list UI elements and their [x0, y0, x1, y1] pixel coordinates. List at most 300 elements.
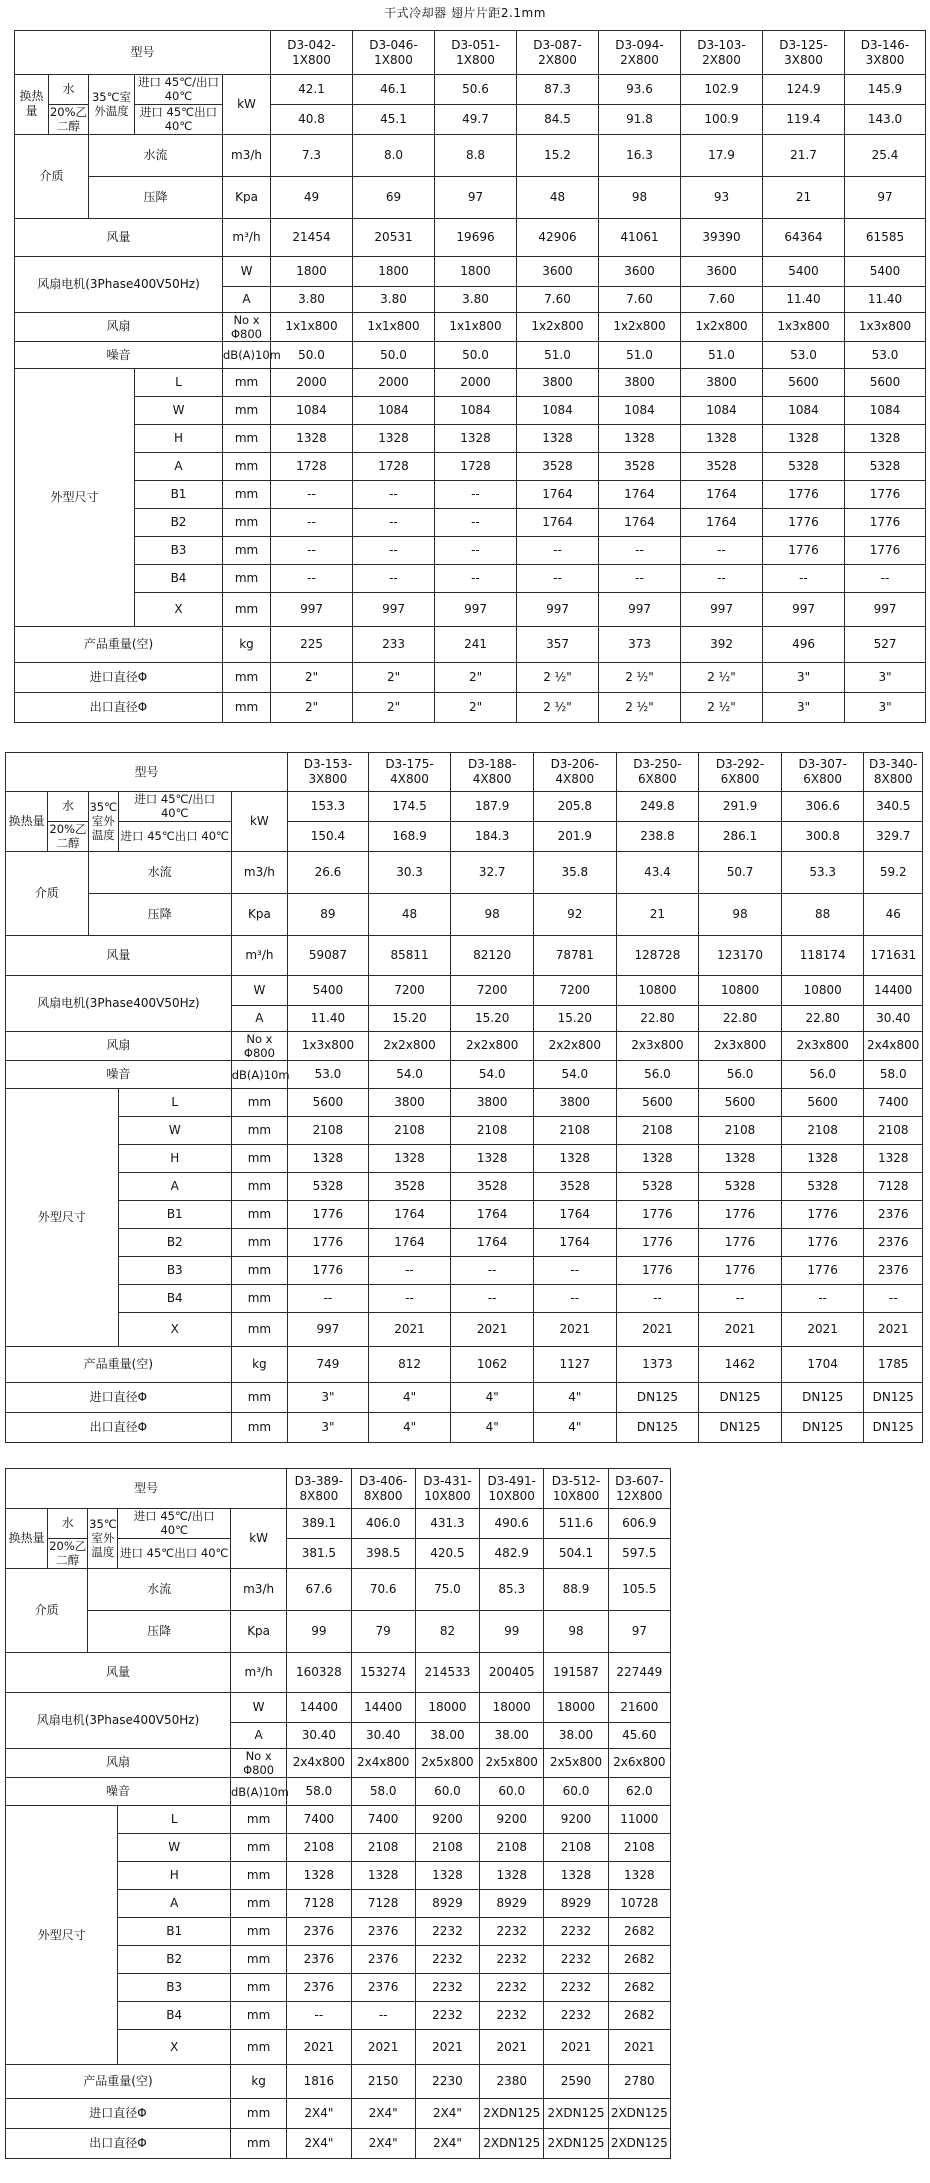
dimension-value: 2682: [608, 2002, 670, 2030]
dimension-value: 8929: [544, 1890, 608, 1918]
inlet-diameter-value: 2X4": [415, 2099, 479, 2129]
water-flow-value: 35.8: [533, 851, 616, 893]
pressure-drop-unit: Kpa: [231, 893, 287, 935]
noise-value: 56.0: [781, 1061, 864, 1089]
dimension-value: 2108: [699, 1117, 782, 1145]
inlet-diameter-value: 3": [763, 663, 845, 693]
dimension-value: 5328: [288, 1173, 369, 1201]
dimension-value: 2376: [351, 1918, 415, 1946]
airflow-value: 42906: [517, 218, 599, 256]
dimension-value: 5328: [781, 1173, 864, 1201]
outlet-unit: mm: [231, 1413, 287, 1443]
dimension-value: 1764: [681, 509, 763, 537]
capacity-glycol-value: 329.7: [864, 821, 923, 851]
fan-config-value: 1x2x800: [517, 312, 599, 342]
airflow-value: 41061: [599, 218, 681, 256]
dimension-value: 7128: [287, 1890, 351, 1918]
dimensions-label: 外型尺寸: [15, 369, 135, 627]
dimension-value: 1728: [271, 453, 353, 481]
dimension-value: 1776: [781, 1201, 864, 1229]
capacity-glycol-value: 286.1: [699, 821, 782, 851]
dimension-unit: mm: [230, 1890, 286, 1918]
motor-power-value: 5400: [763, 256, 845, 286]
cond-glycol-label: 进口 45℃出口 40℃: [135, 104, 223, 134]
capacity-glycol-value: 100.9: [681, 104, 763, 134]
dimension-value: 1328: [544, 1862, 608, 1890]
dimension-value: 3528: [599, 453, 681, 481]
pressure-drop-unit: Kpa: [223, 176, 271, 218]
motor-power-value: 10800: [781, 975, 864, 1005]
dimension-value: 9200: [415, 1806, 479, 1834]
motor-current-value: 30.40: [864, 1005, 923, 1031]
capacity-water-value: 93.6: [599, 75, 681, 105]
dimension-value: 3528: [517, 453, 599, 481]
dimension-value: 2682: [608, 1974, 670, 2002]
glycol-label: 20%乙二醇: [49, 821, 87, 851]
outlet-diameter-value: 2 ½": [517, 693, 599, 723]
motor-w-unit: W: [230, 1692, 286, 1722]
pressure-drop-value: 99: [287, 1610, 351, 1652]
noise-value: 50.0: [271, 342, 353, 369]
dimension-value: 1776: [699, 1201, 782, 1229]
airflow-value: 82120: [451, 935, 534, 975]
dimension-value: 1776: [699, 1229, 782, 1257]
capacity-water-value: 511.6: [544, 1509, 608, 1539]
dimension-value: 5600: [845, 369, 926, 397]
capacity-water-value: 42.1: [271, 75, 353, 105]
dimension-value: --: [368, 1285, 451, 1313]
airflow-value: 85811: [368, 935, 451, 975]
motor-power-value: 14400: [351, 1692, 415, 1722]
weight-unit: kg: [231, 1347, 287, 1383]
motor-a-unit: A: [231, 1005, 287, 1031]
airflow-value: 59087: [288, 935, 369, 975]
dimension-value: 1776: [781, 1257, 864, 1285]
airflow-value: 21454: [271, 218, 353, 256]
airflow-value: 153274: [351, 1652, 415, 1692]
dimension-value: 2232: [480, 1918, 544, 1946]
outlet-diameter-value: 3": [288, 1413, 369, 1443]
capacity-glycol-value: 398.5: [351, 1538, 415, 1568]
water-flow-value: 43.4: [616, 851, 699, 893]
dimension-name: L: [118, 1089, 231, 1117]
motor-current-value: 38.00: [544, 1722, 608, 1748]
outlet-diameter-value: DN125: [616, 1413, 699, 1443]
dimension-value: 5328: [845, 453, 926, 481]
dimension-value: 1328: [864, 1145, 923, 1173]
weight-value: 233: [353, 627, 435, 663]
outlet-diameter-value: 2 ½": [681, 693, 763, 723]
dimension-value: 1084: [353, 397, 435, 425]
dimension-value: 2108: [288, 1117, 369, 1145]
capacity-glycol-value: 381.5: [287, 1538, 351, 1568]
dimension-value: 1328: [599, 425, 681, 453]
ambient-label: 35℃室外温度: [88, 1509, 118, 1569]
motor-power-value: 3600: [517, 256, 599, 286]
dimension-value: 2021: [544, 2030, 608, 2065]
dimension-value: 3800: [599, 369, 681, 397]
weight-value: 1462: [699, 1347, 782, 1383]
fan-config-value: 2x2x800: [451, 1031, 534, 1061]
noise-value: 56.0: [616, 1061, 699, 1089]
fan-config-value: 2x5x800: [415, 1748, 479, 1778]
dimension-value: 2376: [287, 1946, 351, 1974]
dimension-value: 2108: [480, 1834, 544, 1862]
dimension-value: 2232: [544, 1974, 608, 2002]
water-label: 水: [48, 1509, 88, 1539]
fan-config-value: 2x4x800: [864, 1031, 923, 1061]
dimension-value: 1776: [763, 481, 845, 509]
dimension-value: 8929: [415, 1890, 479, 1918]
capacity-water-value: 145.9: [845, 75, 926, 105]
dimension-value: 997: [271, 593, 353, 627]
fan-unit: No x Φ800: [231, 1031, 287, 1061]
dimension-name: H: [135, 425, 223, 453]
motor-w-unit: W: [223, 256, 271, 286]
dimension-value: 1328: [699, 1145, 782, 1173]
dimension-value: 1776: [845, 509, 926, 537]
capacity-water-value: 249.8: [616, 792, 699, 822]
motor-current-value: 38.00: [480, 1722, 544, 1748]
dimension-value: --: [271, 481, 353, 509]
fan-label: 风扇: [6, 1031, 232, 1061]
noise-value: 62.0: [608, 1778, 670, 1806]
dimension-value: --: [781, 1285, 864, 1313]
dimension-value: --: [864, 1285, 923, 1313]
water-flow-value: 26.6: [288, 851, 369, 893]
motor-power-value: 5400: [845, 256, 926, 286]
dimension-value: 1328: [271, 425, 353, 453]
dimension-value: 997: [517, 593, 599, 627]
dimension-value: 1328: [533, 1145, 616, 1173]
dimension-value: 1776: [616, 1257, 699, 1285]
noise-label: 噪音: [6, 1061, 232, 1089]
fan-config-value: 2x6x800: [608, 1748, 670, 1778]
dimension-value: 1328: [480, 1862, 544, 1890]
capacity-glycol-value: 84.5: [517, 104, 599, 134]
capacity-water-value: 340.5: [864, 792, 923, 822]
outlet-unit: mm: [223, 693, 271, 723]
inlet-diameter-value: 3": [845, 663, 926, 693]
capacity-glycol-value: 150.4: [288, 821, 369, 851]
outlet-diameter-value: DN125: [864, 1413, 923, 1443]
water-flow-value: 50.7: [699, 851, 782, 893]
dimension-unit: mm: [223, 537, 271, 565]
medium-label: 介质: [6, 851, 89, 935]
dimension-value: --: [271, 537, 353, 565]
dimension-value: 1764: [517, 509, 599, 537]
inlet-diameter-value: DN125: [864, 1383, 923, 1413]
fan-config-value: 1x3x800: [845, 312, 926, 342]
fan-unit: No x Φ800: [223, 312, 271, 342]
motor-current-value: 11.40: [288, 1005, 369, 1031]
water-flow-value: 25.4: [845, 134, 926, 176]
capacity-water-value: 46.1: [353, 75, 435, 105]
weight-value: 496: [763, 627, 845, 663]
inlet-diameter-value: 4": [533, 1383, 616, 1413]
dimension-value: 1084: [681, 397, 763, 425]
motor-current-value: 15.20: [533, 1005, 616, 1031]
weight-value: 1816: [287, 2065, 351, 2099]
inlet-diameter-value: DN125: [699, 1383, 782, 1413]
dimension-value: 2108: [533, 1117, 616, 1145]
pressure-drop-unit: Kpa: [230, 1610, 286, 1652]
dimension-unit: mm: [231, 1201, 287, 1229]
dimension-value: 9200: [480, 1806, 544, 1834]
outlet-diameter-value: 2": [271, 693, 353, 723]
model-name: D3-042-1X800: [271, 31, 353, 75]
dimension-value: 2232: [415, 1918, 479, 1946]
motor-current-value: 7.60: [681, 286, 763, 312]
dimension-value: 1328: [845, 425, 926, 453]
outlet-diameter-value: 2X4": [351, 2129, 415, 2159]
water-flow-value: 8.0: [353, 134, 435, 176]
motor-current-value: 30.40: [287, 1722, 351, 1748]
dimension-unit: mm: [230, 1918, 286, 1946]
dimension-value: 2108: [864, 1117, 923, 1145]
inlet-diameter-value: 4": [451, 1383, 534, 1413]
dimension-value: 1328: [353, 425, 435, 453]
dimension-value: 2232: [415, 1946, 479, 1974]
dimension-value: 2232: [544, 2002, 608, 2030]
capacity-water-value: 102.9: [681, 75, 763, 105]
noise-value: 53.0: [845, 342, 926, 369]
spec-table-1: [14, 30, 926, 723]
dimension-value: --: [763, 565, 845, 593]
dimension-value: --: [699, 1285, 782, 1313]
dimension-name: B1: [118, 1918, 231, 1946]
weight-value: 812: [368, 1347, 451, 1383]
capacity-water-value: 306.6: [781, 792, 864, 822]
dimension-unit: mm: [230, 1834, 286, 1862]
dimension-value: --: [353, 537, 435, 565]
dimension-value: 2232: [480, 1946, 544, 1974]
dimension-unit: mm: [231, 1089, 287, 1117]
water-flow-value: 30.3: [368, 851, 451, 893]
model-name: D3-146-3X800: [845, 31, 926, 75]
dimension-unit: mm: [230, 1974, 286, 2002]
model-name: D3-094-2X800: [599, 31, 681, 75]
weight-label: 产品重量(空): [15, 627, 223, 663]
dimension-value: 1084: [763, 397, 845, 425]
outlet-diameter-value: 2": [353, 693, 435, 723]
outlet-diameter-value: 2": [435, 693, 517, 723]
dimension-value: 3800: [451, 1089, 534, 1117]
pressure-drop-value: 79: [351, 1610, 415, 1652]
inlet-diameter-value: 2": [435, 663, 517, 693]
dimension-unit: mm: [231, 1285, 287, 1313]
airflow-value: 128728: [616, 935, 699, 975]
dimension-value: 2376: [287, 1974, 351, 2002]
noise-value: 50.0: [435, 342, 517, 369]
pressure-drop-value: 97: [845, 176, 926, 218]
noise-unit: dB(A)10m: [230, 1778, 286, 1806]
pressure-drop-value: 92: [533, 893, 616, 935]
motor-current-value: 15.20: [368, 1005, 451, 1031]
pressure-drop-value: 99: [480, 1610, 544, 1652]
fan-motor-label: 风扇电机(3Phase400V50Hz): [15, 256, 223, 312]
dimension-value: 5328: [763, 453, 845, 481]
outlet-diameter-value: 3": [845, 693, 926, 723]
dimension-value: --: [351, 2002, 415, 2030]
dimension-value: --: [681, 537, 763, 565]
dimension-value: 1084: [599, 397, 681, 425]
ambient-label: 35℃室外温度: [88, 792, 118, 852]
noise-value: 51.0: [517, 342, 599, 369]
dimension-value: --: [435, 565, 517, 593]
pressure-drop-value: 93: [681, 176, 763, 218]
motor-current-value: 7.60: [517, 286, 599, 312]
inlet-diameter-value: 2XDN125: [608, 2099, 670, 2129]
dimension-value: 2021: [864, 1313, 923, 1347]
dimension-value: --: [287, 2002, 351, 2030]
motor-power-value: 7200: [533, 975, 616, 1005]
motor-power-value: 7200: [368, 975, 451, 1005]
noise-value: 51.0: [681, 342, 763, 369]
water-flow-label: 水流: [88, 1568, 231, 1610]
outlet-diameter-value: 2X4": [287, 2129, 351, 2159]
model-label: 型号: [6, 753, 288, 792]
dimension-value: 997: [681, 593, 763, 627]
dimension-value: 2682: [608, 1946, 670, 1974]
water-flow-value: 32.7: [451, 851, 534, 893]
capacity-water-value: 87.3: [517, 75, 599, 105]
model-name: D3-307-6X800: [781, 753, 864, 792]
dimension-value: 1764: [599, 481, 681, 509]
motor-power-value: 18000: [415, 1692, 479, 1722]
dimension-value: 1328: [781, 1145, 864, 1173]
dimension-value: 2021: [533, 1313, 616, 1347]
weight-label: 产品重量(空): [6, 1347, 232, 1383]
dimension-name: B3: [118, 1974, 231, 2002]
weight-value: 749: [288, 1347, 369, 1383]
pressure-drop-label: 压降: [88, 1610, 231, 1652]
fan-motor-label: 风扇电机(3Phase400V50Hz): [6, 975, 232, 1031]
weight-value: 1373: [616, 1347, 699, 1383]
dimension-value: 2232: [544, 1946, 608, 1974]
model-name: D3-250-6X800: [616, 753, 699, 792]
weight-value: 2380: [480, 2065, 544, 2099]
dimension-unit: mm: [231, 1257, 287, 1285]
dimension-value: --: [271, 565, 353, 593]
dimension-value: --: [435, 537, 517, 565]
noise-value: 60.0: [415, 1778, 479, 1806]
cond-glycol-label: 进口 45℃出口 40℃: [118, 821, 231, 851]
model-name: D3-125-3X800: [763, 31, 845, 75]
capacity-water-value: 406.0: [351, 1509, 415, 1539]
weight-value: 2590: [544, 2065, 608, 2099]
outlet-unit: mm: [230, 2129, 286, 2159]
dimension-unit: mm: [231, 1173, 287, 1201]
motor-a-unit: A: [230, 1722, 286, 1748]
airflow-value: 39390: [681, 218, 763, 256]
dimension-value: 1328: [517, 425, 599, 453]
kw-unit: kW: [230, 1509, 286, 1569]
motor-current-value: 45.60: [608, 1722, 670, 1748]
pressure-drop-value: 82: [415, 1610, 479, 1652]
dimension-value: --: [451, 1257, 534, 1285]
outlet-label: 出口直径Φ: [6, 1413, 232, 1443]
dimension-name: B4: [118, 1285, 231, 1313]
noise-value: 60.0: [544, 1778, 608, 1806]
dimension-name: B4: [118, 2002, 231, 2030]
outlet-diameter-value: DN125: [781, 1413, 864, 1443]
capacity-water-value: 153.3: [288, 792, 369, 822]
motor-power-value: 14400: [287, 1692, 351, 1722]
dimension-value: 2021: [781, 1313, 864, 1347]
dimension-unit: mm: [223, 509, 271, 537]
water-flow-value: 15.2: [517, 134, 599, 176]
capacity-water-value: 389.1: [287, 1509, 351, 1539]
inlet-diameter-value: DN125: [616, 1383, 699, 1413]
dimension-value: --: [845, 565, 926, 593]
model-name: D3-389-8X800: [287, 1469, 351, 1509]
dimension-unit: mm: [231, 1229, 287, 1257]
capacity-glycol-value: 597.5: [608, 1538, 670, 1568]
dimension-value: 2000: [353, 369, 435, 397]
dimension-value: 2021: [351, 2030, 415, 2065]
water-flow-unit: m3/h: [231, 851, 287, 893]
dimension-name: W: [118, 1834, 231, 1862]
dimension-value: 1328: [616, 1145, 699, 1173]
dimension-value: 1764: [599, 509, 681, 537]
dimension-value: 9200: [544, 1806, 608, 1834]
dimension-value: 1776: [845, 481, 926, 509]
dimension-value: 5328: [616, 1173, 699, 1201]
dimension-value: 5328: [699, 1173, 782, 1201]
dimension-value: 8929: [480, 1890, 544, 1918]
dimension-name: H: [118, 1862, 231, 1890]
airflow-value: 19696: [435, 218, 517, 256]
dimension-value: 1764: [368, 1229, 451, 1257]
capacity-water-value: 174.5: [368, 792, 451, 822]
dimension-name: B3: [135, 537, 223, 565]
model-name: D3-103-2X800: [681, 31, 763, 75]
cond-water-label: 进口 45℃/出口 40℃: [135, 75, 223, 105]
noise-label: 噪音: [15, 342, 223, 369]
noise-value: 54.0: [533, 1061, 616, 1089]
inlet-unit: mm: [231, 1383, 287, 1413]
kw-unit: kW: [223, 75, 271, 135]
dimension-value: 1728: [353, 453, 435, 481]
outlet-label: 出口直径Φ: [15, 693, 223, 723]
dimension-unit: mm: [223, 453, 271, 481]
dimension-name: B4: [135, 565, 223, 593]
fan-config-value: 2x3x800: [616, 1031, 699, 1061]
dimension-name: X: [118, 2030, 231, 2065]
fan-config-value: 2x3x800: [781, 1031, 864, 1061]
motor-power-value: 7200: [451, 975, 534, 1005]
pressure-drop-value: 98: [599, 176, 681, 218]
motor-power-value: 18000: [544, 1692, 608, 1722]
cond-water-label: 进口 45℃/出口 40℃: [118, 1509, 231, 1539]
capacity-water-value: 50.6: [435, 75, 517, 105]
dimension-value: 1328: [351, 1862, 415, 1890]
pressure-drop-value: 97: [435, 176, 517, 218]
dimension-value: 5600: [781, 1089, 864, 1117]
dimension-value: 1776: [288, 1201, 369, 1229]
dimension-value: --: [435, 481, 517, 509]
dimension-value: 2021: [480, 2030, 544, 2065]
water-flow-value: 16.3: [599, 134, 681, 176]
dimension-value: 1776: [781, 1229, 864, 1257]
noise-unit: dB(A)10m: [231, 1061, 287, 1089]
dimension-value: --: [271, 509, 353, 537]
water-flow-label: 水流: [89, 134, 223, 176]
noise-value: 54.0: [451, 1061, 534, 1089]
motor-current-value: 22.80: [616, 1005, 699, 1031]
noise-value: 51.0: [599, 342, 681, 369]
